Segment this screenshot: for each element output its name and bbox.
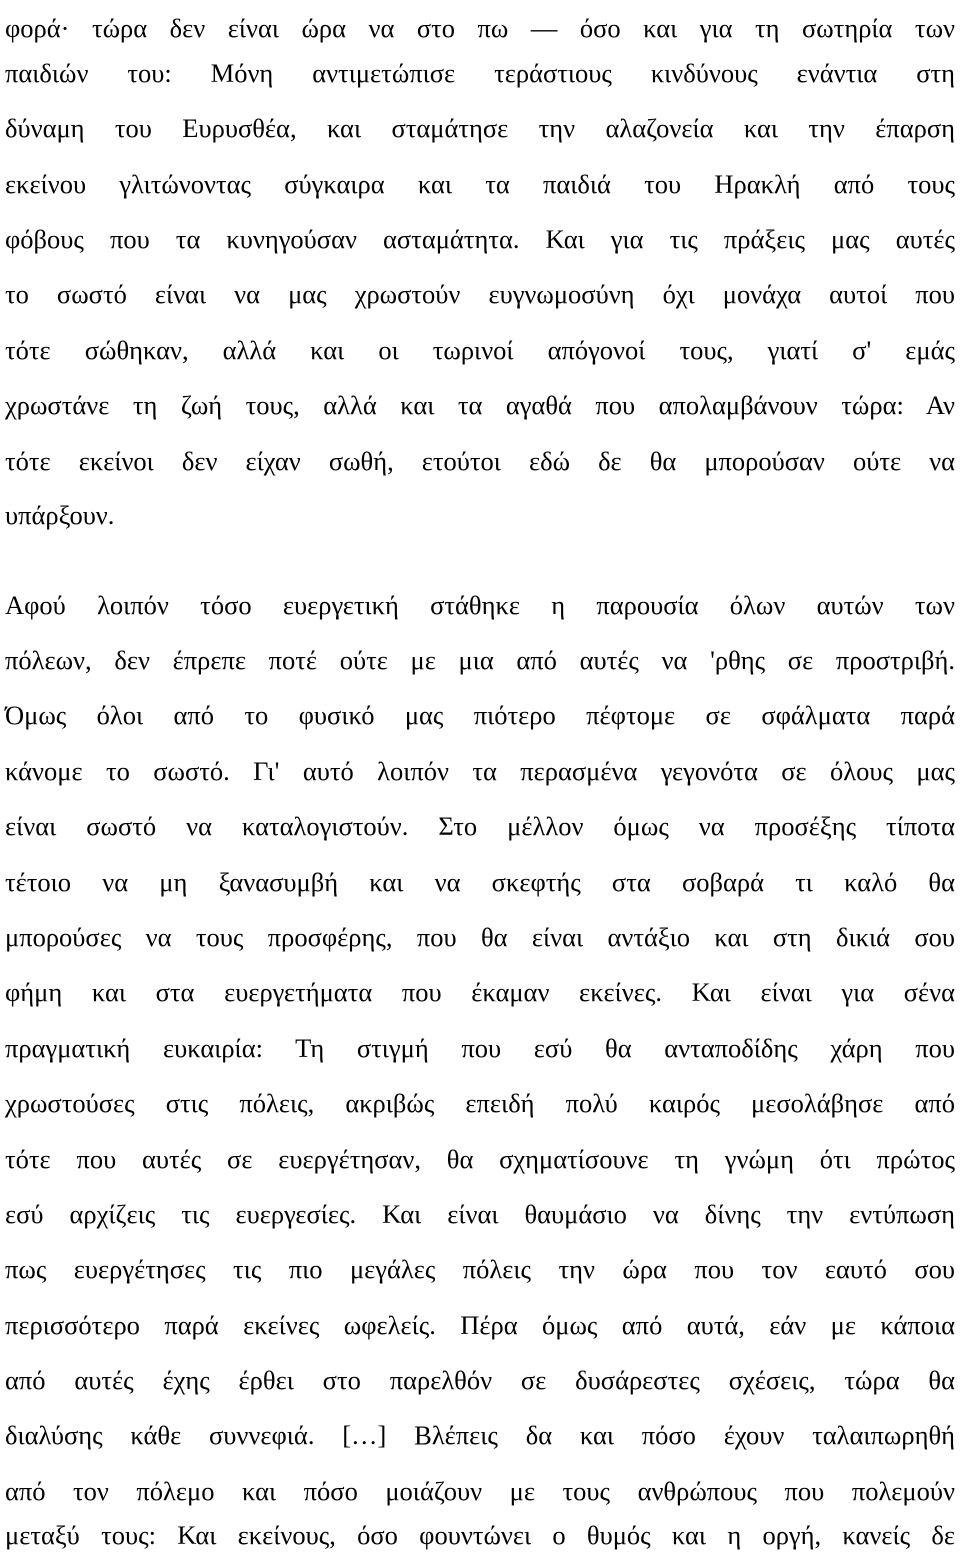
text-line: περισσότερο παρά εκείνες ωφελείς. Πέρα όμως από αυτά, εάν με κάποια	[5, 1310, 955, 1340]
text-line: υπάρξουν.	[5, 500, 115, 530]
text-line: τότε εκείνοι δεν είχαν σωθή, ετούτοι εδώ δε θα μπορούσαν ούτε να	[5, 446, 955, 476]
text-line: χρωστούσες στις πόλεις, ακριβώς επειδή πολύ καιρός μεσολάβησε από	[5, 1088, 955, 1118]
text-line: εκείνου γλιτώνοντας σύγκαιρα και τα παιδιά του Ηρακλή από τους	[5, 169, 955, 199]
text-line: πόλεων, δεν έπρεπε ποτέ ούτε με μια από αυτές να 'ρθης σε προστριβή.	[5, 645, 955, 675]
text-line: πως ευεργέτησες τις πιο μεγάλες πόλεις την ώρα που τον εαυτό σου	[5, 1254, 955, 1284]
text-line: τότε που αυτές σε ευεργέτησαν, θα σχηματίσουνε τη γνώμη ότι πρώτος	[5, 1144, 955, 1174]
text-line: κάνομε το σωστό. Γι' αυτό λοιπόν τα περασμένα γεγονότα σε όλους μας	[5, 756, 955, 786]
text-line: δύναμη του Ευρυσθέα, και σταμάτησε την αλαζονεία και την έπαρση	[5, 113, 955, 143]
text-line: Όμως όλοι από το φυσικό μας πιότερο πέφτομε σε σφάλματα παρά	[5, 700, 955, 730]
text-line: παιδιών του: Μόνη αντιμετώπισε τεράστιους κινδύνους ενάντια στη	[5, 58, 955, 88]
text-line: τέτοιο να μη ξανασυμβή και να σκεφτής στα σοβαρά τι καλό θα	[5, 867, 955, 897]
text-line: τότε σώθηκαν, αλλά και οι τωρινοί απόγονοί τους, γιατί σ' εμάς	[5, 335, 955, 365]
text-line: μεταξύ τους: Και εκείνους, όσο φουντώνει ο θυμός και η οργή, κανείς δε	[5, 1520, 955, 1550]
text-line: διαλύσης κάθε συννεφιά. […] Βλέπεις δα και πόσο έχουν ταλαιπωρηθή	[5, 1420, 955, 1450]
text-line: φόβους που τα κυνηγούσαν ασταμάτητα. Και για τις πράξεις μας αυτές	[5, 224, 955, 254]
text-line: μπορούσες να τους προσφέρης, που θα είναι αντάξιο και στη δικιά σου	[5, 922, 955, 952]
text-line: το σωστό είναι να μας χρωστούν ευγνωμοσύνη όχι μονάχα αυτοί που	[5, 279, 955, 309]
text-line: Αφού λοιπόν τόσο ευεργετική στάθηκε η παρουσία όλων αυτών των	[5, 590, 955, 620]
text-line: από τον πόλεμο και πόσο μοιάζουν με τους ανθρώπους που πολεμούν	[5, 1476, 955, 1506]
text-line: πραγματική ευκαιρία: Τη στιγμή που εσύ θα ανταποδίδης χάρη που	[5, 1033, 955, 1063]
text-line: εσύ αρχίζεις τις ευεργεσίες. Και είναι θαυμάσιο να δίνης την εντύπωση	[5, 1199, 955, 1229]
text-line: χρωστάνε τη ζωή τους, αλλά και τα αγαθά που απολαμβάνουν τώρα: Αν	[5, 390, 955, 420]
text-line: φορά· τώρα δεν είναι ώρα να στο πω ― όσο και για τη σωτηρία των	[5, 13, 955, 43]
text-line: είναι σωστό να καταλογιστούν. Στο μέλλον όμως να προσέξης τίποτα	[5, 811, 955, 841]
text-line: φήμη και στα ευεργετήματα που έκαμαν εκείνες. Και είναι για σένα	[5, 977, 955, 1007]
text-line: από αυτές έχης έρθει στο παρελθόν σε δυσάρεστες σχέσεις, τώρα θα	[5, 1365, 955, 1395]
